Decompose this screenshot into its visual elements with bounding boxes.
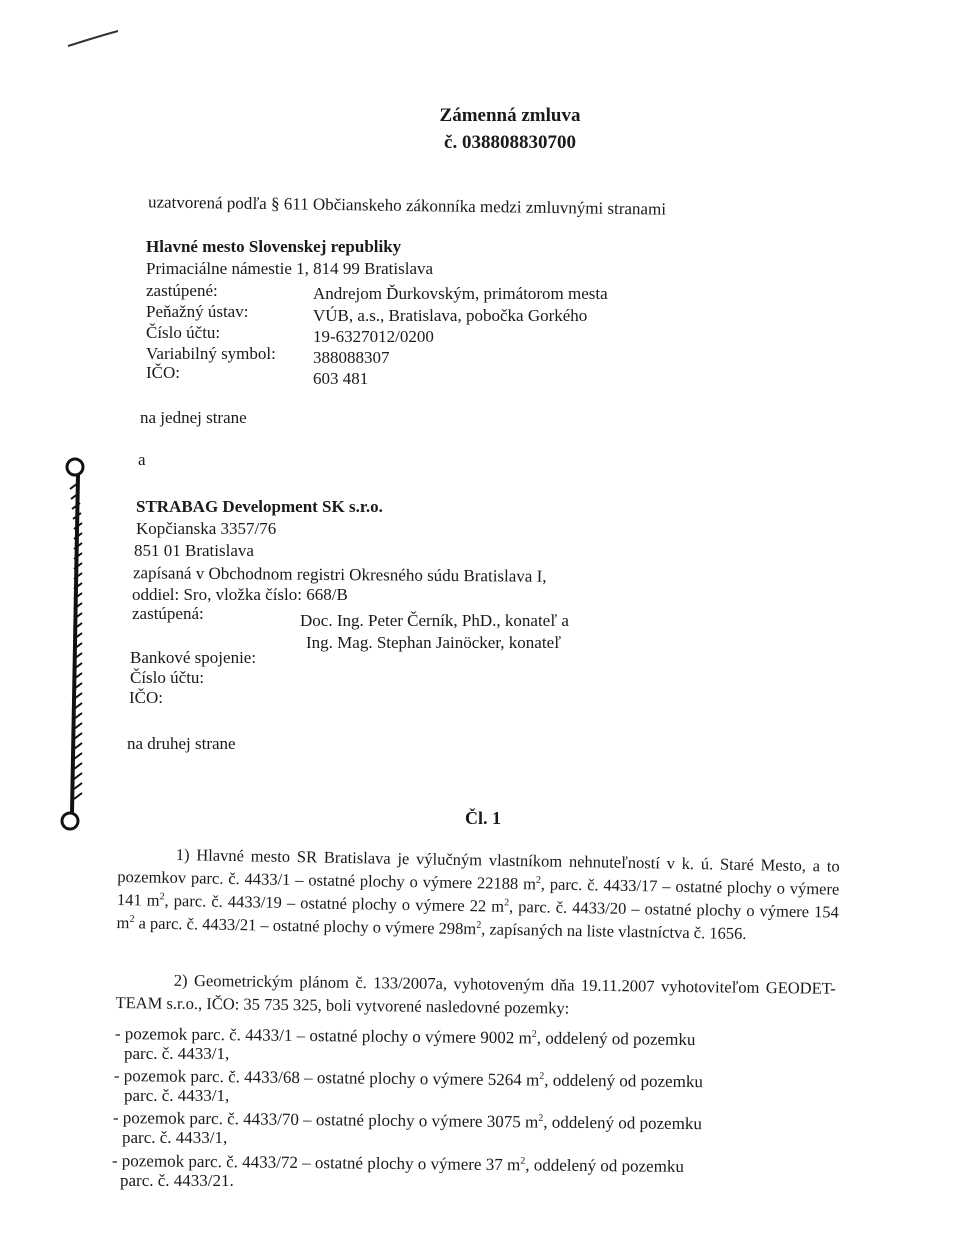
pen-stroke-mark	[66, 28, 122, 50]
item2-line1-tail: , oddelený od pozemku	[544, 1070, 703, 1092]
binding-cord-icon	[58, 455, 92, 835]
party2-rep1: Doc. Ing. Peter Černík, PhD., konateľ a	[300, 611, 569, 630]
p1-part-b: , parc. č. 4433/17 – ostatné plochy o výmere 141 m	[116, 874, 840, 910]
item2-line1-text: - pozemok parc. č. 4433/68 – ostatné plochy o výmere 5264 m	[113, 1066, 540, 1090]
party1-account-label: Číslo účtu:	[146, 323, 221, 342]
p1-part-d: , parc. č. 4433/20 – ostatné plochy o výmere 154 m	[116, 896, 840, 933]
item1-line1-tail: , oddelený od pozemku	[536, 1028, 696, 1050]
item3-line1-tail: , oddelený od pozemku	[543, 1112, 702, 1134]
party2-city: 851 01 Bratislava	[134, 541, 254, 560]
party2-register-line1: zapísaná v Obchodnom registri Okresného súdu Bratislava I,	[132, 563, 547, 586]
party1-represented-value: Andrejom Ďurkovským, primátorom mesta	[313, 284, 608, 303]
p1-part-e: a parc. č. 4433/21 – ostatné plochy o výmere 298m	[134, 913, 477, 939]
p1-sup-4: 2	[129, 913, 135, 925]
party2-rep2: Ing. Mag. Stephan Jainöcker, konateľ	[306, 633, 562, 652]
p1-sup-2: 2	[159, 891, 165, 903]
p1-sup-1: 2	[535, 874, 542, 886]
party1-ico-label: IČO:	[146, 363, 180, 382]
party2-street: Kopčianska 3357/76	[136, 519, 277, 538]
item1-line1-text: - pozemok parc. č. 4433/1 – ostatné plochy o výmere 9002 m	[114, 1024, 532, 1048]
party1-address: Primaciálne námestie 1, 814 99 Bratislava	[146, 259, 434, 278]
p1-part-c: , parc. č. 4433/19 – ostatné plochy o výmere 22 m	[164, 890, 505, 916]
party2-side: na druhej strane	[127, 734, 236, 753]
item4-sup: 2	[520, 1155, 526, 1167]
party2-name: STRABAG Development SK s.r.o.	[136, 497, 383, 516]
item4-line1-text: - pozemok parc. č. 4433/72 – ostatné plochy o výmere 37 m	[111, 1151, 521, 1175]
p1-sup-3: 2	[504, 897, 510, 909]
article1-paragraph1	[116, 842, 839, 947]
party1-ico-value: 603 481	[313, 369, 369, 388]
p1-part-a: 1) Hlavné mesto SR Bratislava je výlučným vlastníkom nehnuteľností v k. ú. Staré Mesto, a to pozemkov parc. č. 4433/1 – ostatné plochy o výmere 22188 m	[117, 845, 840, 894]
item3-line2: parc. č. 4433/1,	[122, 1128, 228, 1147]
item1-sup: 2	[531, 1028, 537, 1040]
p1-sup-5: 2	[476, 919, 482, 931]
party2-bank-label: Bankové spojenie:	[130, 648, 257, 667]
party1-name: Hlavné mesto Slovenskej republiky	[146, 237, 402, 256]
article1-paragraph2-intro: 2) Geometrickým plánom č. 133/2007a, vyhotoveným dňa 19.11.2007 vyhotoviteľom GEODET-TEAM s.r.o., IČO: 35 735 325, boli vytvorené nasledovné pozemky:	[115, 970, 836, 1018]
party2-account-label: Číslo účtu:	[130, 668, 205, 687]
item3-sup: 2	[538, 1112, 544, 1124]
item4-line2: parc. č. 4433/21.	[120, 1171, 234, 1190]
document-title: Zámenná zmluva	[439, 105, 581, 126]
party1-bank-label: Peňažný ústav:	[146, 302, 249, 321]
party1-varsymbol-value: 388088307	[313, 348, 390, 367]
intro-text: uzatvorená podľa § 611 Občianskeho zákonníka medzi zmluvnými stranami	[147, 192, 667, 219]
p1-part-f: , zapísaných na liste vlastníctva č. 1656.	[481, 919, 747, 943]
party1-side: na jednej strane	[140, 408, 247, 427]
party2-ico-label: IČO:	[129, 688, 163, 707]
item3-line1-text: - pozemok parc. č. 4433/70 – ostatné plochy o výmere 3075 m	[112, 1108, 539, 1132]
party1-bank-value: VÚB, a.s., Bratislava, pobočka Gorkého	[313, 306, 588, 325]
item2-line2: parc. č. 4433/1,	[124, 1086, 230, 1105]
party2-represented-label: zastúpená:	[132, 604, 204, 623]
item1-line2: parc. č. 4433/1,	[124, 1044, 230, 1063]
article1-heading: Čl. 1	[465, 808, 501, 828]
conjunction-a: a	[138, 450, 146, 469]
item2-sup: 2	[539, 1070, 545, 1082]
party1-account-value: 19-6327012/0200	[313, 327, 434, 346]
party1-varsymbol-label: Variabilný symbol:	[146, 344, 276, 363]
party2-register-line2: oddiel: Sro, vložka číslo: 668/B	[132, 585, 348, 604]
party1-represented-label: zastúpené:	[146, 281, 218, 300]
document-number: č. 038808830700	[444, 132, 576, 153]
item4-line1-tail: , oddelený od pozemku	[525, 1155, 684, 1176]
